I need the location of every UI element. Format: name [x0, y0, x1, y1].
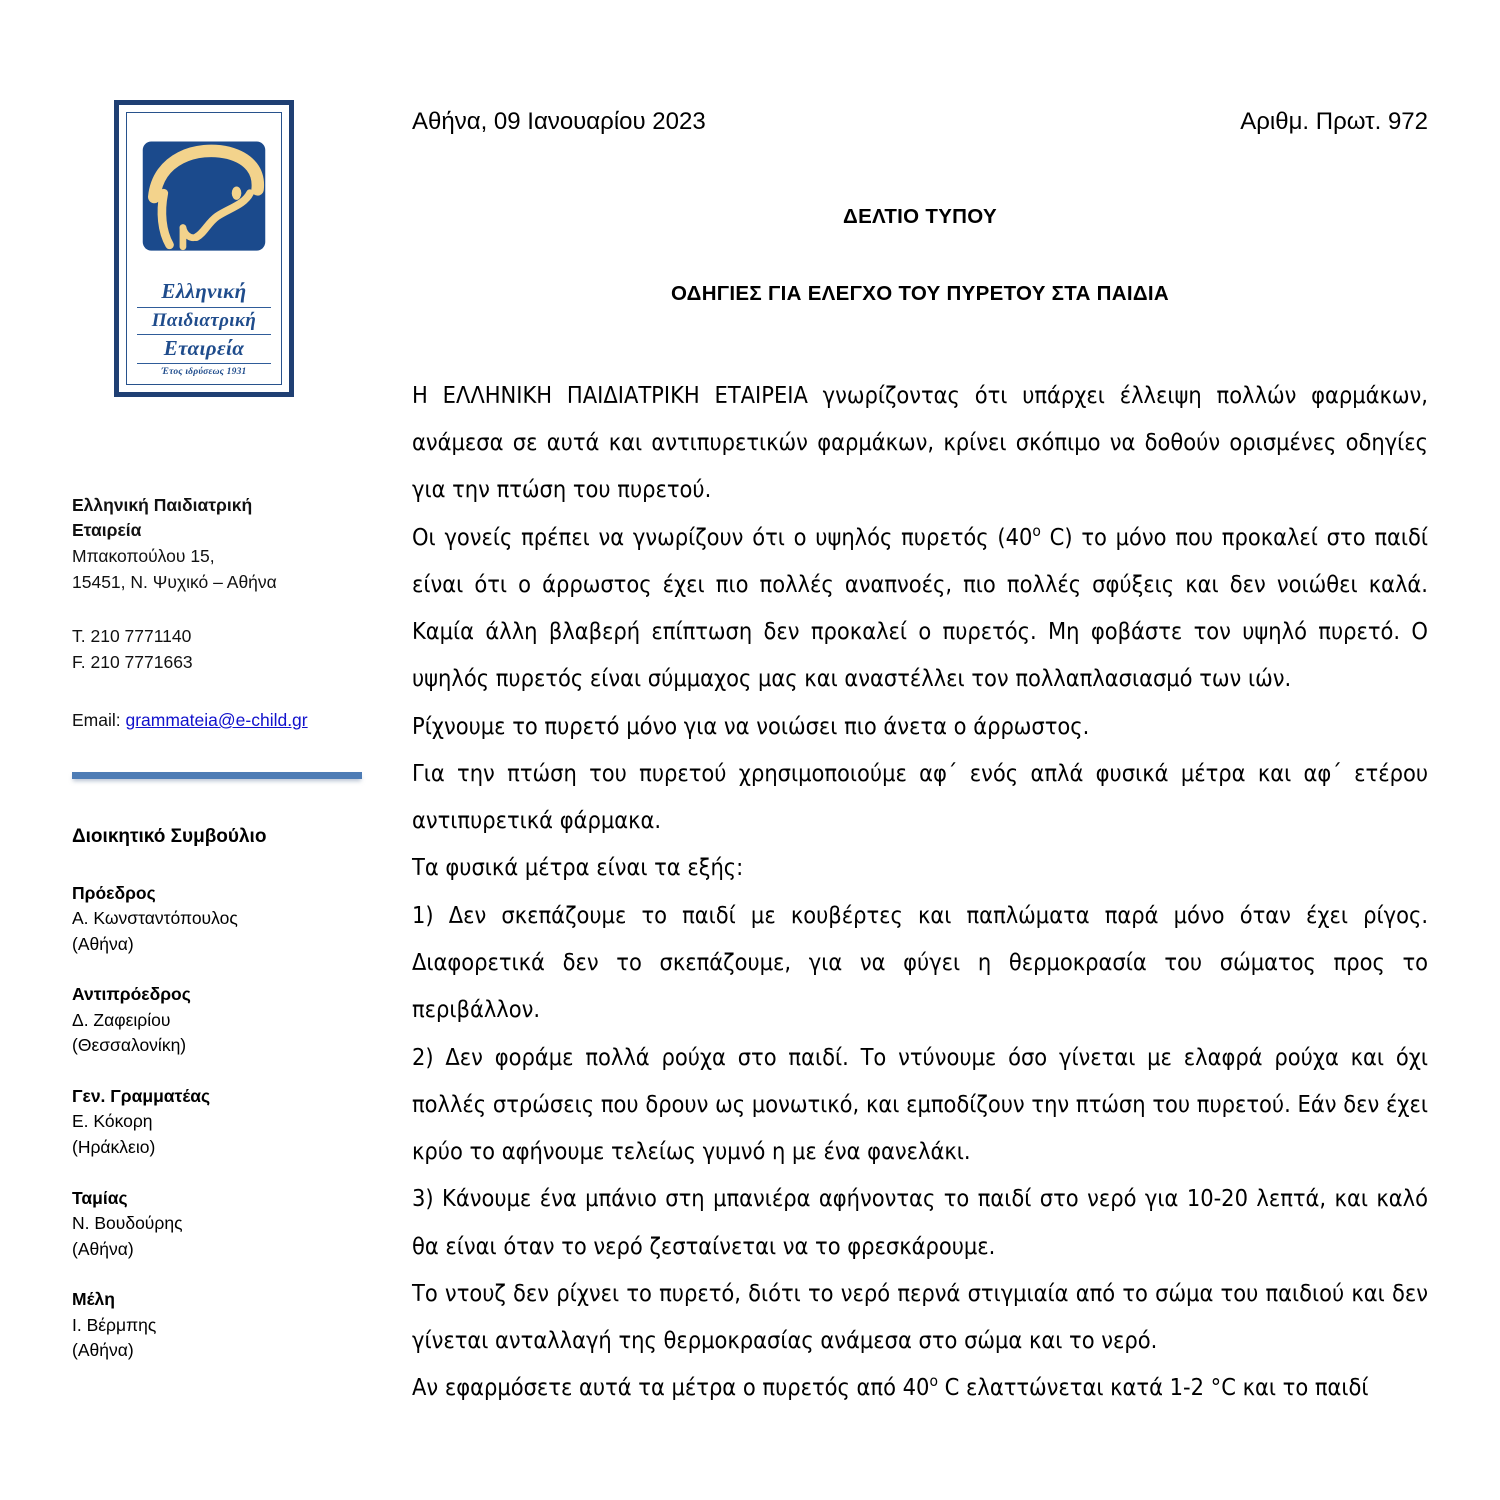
body-paragraph-9: Το ντουζ δεν ρίχνει το πυρετό, διότι το νερό περνά στιγμιαία από το σώμα του παιδιού και δεν γίνεται ανταλλαγή της θερμοκρασίας ανάμεσα στο σώμα και το νερό. — [412, 1278, 1428, 1355]
board-entry — [72, 982, 372, 1059]
board-city: (Αθήνα) — [72, 933, 134, 954]
document-meta-row — [412, 108, 1428, 137]
board-role: Μέλη — [72, 1289, 115, 1310]
organization-phones — [72, 623, 372, 676]
phone-number: Τ. 210 7771140 — [72, 625, 192, 646]
body-paragraph-2 — [412, 514, 1428, 703]
board-city: (Αθήνα) — [72, 1340, 134, 1361]
body-paragraph-1: Η ΕΛΛΗΝΙΚΗ ΠΑΙΔΙΑΤΡΙΚΗ ΕΤΑΙΡΕΙΑ γνωρίζοντας ότι υπάρχει έλλειψη πολλών φαρμάκων, ανάμεσα σε αυτά και αντιπυρετικών φαρμάκων, κρίνει σκόπιμο να δοθούν ορισμένες οδηγίες για την πτώση του πυρετού. — [412, 380, 1428, 504]
body-paragraph-10 — [412, 1364, 1428, 1411]
organization-address — [72, 544, 372, 596]
document-subtitle: ΟΔΗΓΙΕΣ ΓΙΑ ΕΛΕΓΧΟ ΤΟΥ ΠΥΡΕΤΟΥ ΣΤΑ ΠΑΙΔΙΑ — [670, 281, 1170, 305]
body-paragraph-6: 1) Δεν σκεπάζουμε το παιδί με κουβέρτες και παπλώματα παρά μόνο όταν έχει ρίγος. Διαφορετικά δεν το σκεπάζουμε, για να φύγει η θερμοκρασία του σώματος προς το περιβάλλον. — [412, 900, 1428, 1024]
pediatric-society-emblem-icon — [137, 122, 271, 272]
document-title: ΔΕΛΤΙΟ ΤΥΠΟΥ — [843, 204, 997, 228]
logo-inner-frame — [126, 112, 282, 385]
logo-founded-year: Έτος ιδρύσεως 1931 — [161, 367, 247, 378]
board-person: Δ. Ζαφειρίου — [72, 1009, 171, 1030]
body-paragraph-4: Για την πτώση του πυρετού χρησιμοποιούμε αφ΄ ενός απλά φυσικά μέτρα και αφ΄ ετέρου αντιπυρετικά φάρμακα. — [412, 758, 1428, 835]
body-paragraph-10-part-b: C ελαττώνεται κατά 1-2 °C και το παιδί — [937, 1373, 1369, 1402]
board-person: Ν. Βουδούρης — [72, 1213, 183, 1234]
organization-name-line-1: Ελληνική Παιδιατρική — [72, 495, 253, 516]
email-link[interactable]: grammateia@e-child.gr — [125, 709, 308, 730]
body-paragraph-5: Τα φυσικά μέτρα είναι τα εξής: — [412, 853, 744, 882]
document-main-column — [412, 108, 1428, 1412]
fax-number: F. 210 7771663 — [72, 652, 193, 673]
body-paragraph-10-part-a: Αν εφαρμόσετε αυτά τα μέτρα ο πυρετός από 40 — [412, 1373, 930, 1402]
board-title: Διοικητικό Συμβούλιο — [72, 825, 267, 847]
body-paragraph-2-part-b: C) το μόνο που προκαλεί στο παιδί είναι ότι ο άρρωστος έχει πιο πολλές αναπνοές, πιο πολλές σφύξεις και δεν νοιώθει καλά. Καμία άλλη βλαβερή επίπτωση δεν προκαλεί ο πυρετός. Μη φοβάστε τον υψηλό πυρετό. Ο υψηλός πυρετός είναι σύμμαχος μας και αναστέλλει τον πολλαπλασιασμό των ιών. — [412, 522, 1428, 693]
organization-email-row — [72, 708, 372, 734]
document-date: Αθήνα, 09 Ιανουαρίου 2023 — [412, 108, 706, 135]
board-city: (Ηράκλειο) — [72, 1136, 156, 1157]
board-role: Πρόεδρος — [72, 882, 156, 903]
board-entry — [72, 1287, 372, 1364]
organization-name — [72, 493, 372, 543]
logo-wordmark — [137, 278, 271, 377]
board-of-directors-block — [72, 823, 372, 1364]
degree-superscript: ο — [1032, 521, 1041, 540]
board-person: Α. Κωνσταντόπουλος — [72, 908, 238, 929]
board-person: Ε. Κόκορη — [72, 1111, 153, 1132]
address-line-2: 15451, Ν. Ψυχικό – Αθήνα — [72, 571, 277, 592]
board-entry — [72, 881, 372, 958]
board-city: (Θεσσαλονίκη) — [72, 1035, 187, 1056]
document-body — [412, 372, 1428, 1412]
board-entry — [72, 1186, 372, 1263]
body-paragraph-3: Ρίχνουμε το πυρετό μόνο για να νοιώσει πιο άνετα ο άρρωστος. — [412, 711, 1090, 740]
organization-name-line-2: Εταιρεία — [72, 520, 142, 541]
body-paragraph-7: 2) Δεν φοράμε πολλά ρούχα στο παιδί. Το ντύνουμε όσο γίνεται με ελαφρά ρούχα και όχι πολλές στρώσεις που δρουν ως μονωτικό, και εμποδίζουν την πτώση του πυρετού. Εάν δεν έχει κρύο το αφήνουμε τελείως γυμνό η με ένα φανελάκι. — [412, 1042, 1428, 1166]
sidebar-divider — [72, 772, 362, 779]
logo-word-1: Ελληνική — [137, 278, 271, 308]
protocol-number: Αριθμ. Πρωτ. 972 — [1240, 108, 1428, 135]
logo-word-2: Παιδιατρική — [137, 308, 271, 335]
organization-contact-block — [72, 493, 372, 734]
board-role: Γεν. Γραμματέας — [72, 1085, 211, 1106]
letterhead-sidebar — [72, 100, 372, 1389]
board-city: (Αθήνα) — [72, 1238, 134, 1259]
logo-word-3: Εταιρεία — [137, 335, 271, 365]
board-role: Ταμίας — [72, 1187, 128, 1208]
board-entry — [72, 1084, 372, 1161]
body-paragraph-8: 3) Κάνουμε ένα μπάνιο στη μπανιέρα αφήνοντας το παιδί στο νερό για 10-20 λεπτά, και καλό θα είναι όταν το νερό ζεσταίνεται να το φρεσκάρουμε. — [412, 1184, 1428, 1260]
organization-logo — [114, 100, 294, 397]
degree-superscript: ο — [929, 1372, 938, 1391]
board-role: Αντιπρόεδρος — [72, 984, 191, 1005]
board-person: Ι. Βέρμπης — [72, 1314, 157, 1335]
body-paragraph-2-part-a: Οι γονείς πρέπει να γνωρίζουν ότι ο υψηλός πυρετός (40 — [412, 522, 1033, 551]
address-line-1: Μπακοπούλου 15, — [72, 545, 215, 566]
email-label: Email: — [72, 709, 126, 730]
